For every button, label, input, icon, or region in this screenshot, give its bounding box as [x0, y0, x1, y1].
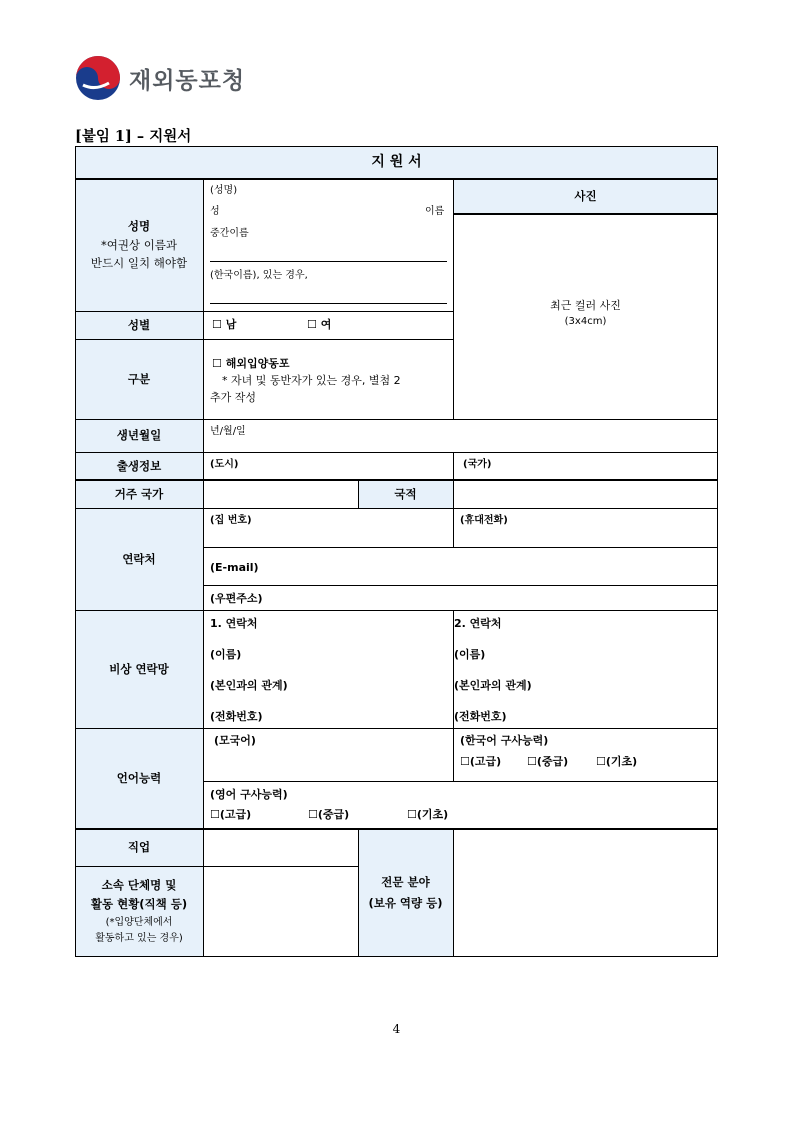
page-number: 4 — [392, 1022, 401, 1036]
rule-birthplace — [75, 479, 718, 481]
rule-residence — [75, 508, 718, 509]
organization-note-line2: 활동하고 있는 경우) — [95, 932, 183, 944]
gender-male-checkbox[interactable]: ☐ 남 — [212, 318, 237, 331]
emergency-label-cell — [75, 610, 203, 728]
birth-country-input[interactable]: (국가) — [463, 459, 492, 470]
name-note-line2: 반드시 일치 해야함 — [90, 256, 188, 271]
name-hint: (성명) — [210, 185, 238, 196]
name-label-cell — [75, 179, 203, 311]
email-input[interactable]: (E-mail) — [210, 561, 259, 574]
rule-emergency — [75, 728, 718, 729]
application-form — [75, 146, 718, 957]
mobile-phone-input[interactable]: (휴대전화) — [460, 515, 508, 526]
form-title-text: 지 원 서 — [371, 154, 422, 171]
rule-email — [203, 585, 718, 586]
rule-contact — [75, 610, 718, 611]
col-photo-divider — [453, 179, 454, 419]
category-label: 구분 — [127, 371, 151, 386]
korean-name-hint: (한국이름), 있는 경우, — [210, 270, 308, 281]
photo-header: 사진 — [574, 188, 597, 203]
attachment-title: [붙임 1] – 지원서 — [75, 128, 192, 145]
category-note-line1: * 자녀 및 동반자가 있는 경우, 별첨 2 — [222, 374, 401, 387]
col-label-divider — [203, 179, 204, 957]
form-title — [75, 146, 718, 179]
nationality-label: 국적 — [394, 486, 417, 501]
english-advanced-checkbox[interactable]: ☐(고급) — [210, 808, 252, 821]
birth-city-input[interactable]: (도시) — [210, 459, 239, 470]
organization-note-line1: (*입양단체에서 — [105, 916, 173, 928]
col-expertise-divider — [453, 828, 454, 957]
emergency2-phone[interactable]: (전화번호) — [454, 710, 507, 723]
birthplace-label-cell — [75, 452, 203, 480]
contact-label-cell — [75, 508, 203, 610]
occupation-label-cell — [75, 828, 203, 866]
rule-phone — [203, 547, 718, 548]
home-phone-input[interactable]: (집 번호) — [210, 515, 252, 526]
nationality-label-cell — [358, 480, 453, 508]
photo-size: (3x4cm) — [564, 316, 607, 327]
rule-photo-header — [453, 213, 718, 215]
emergency2-title: 2. 연락처 — [454, 617, 502, 630]
given-name-label: 이름 — [425, 206, 445, 217]
organization-label-line2: 활동 현황(직책 등) — [90, 897, 188, 911]
border-left — [75, 146, 76, 957]
english-ability-label: (영어 구사능력) — [210, 788, 288, 801]
taegeuk-emblem-icon — [75, 55, 121, 101]
photo-caption: 최근 컬러 사진 — [550, 299, 621, 312]
gender-label-cell — [75, 311, 203, 339]
korean-intermediate-checkbox[interactable]: ☐(중급) — [527, 755, 569, 768]
postal-address-input[interactable]: (우편주소) — [210, 592, 263, 605]
rule-title — [75, 178, 718, 180]
name-note-line1: *여권상 이름과 — [100, 237, 178, 252]
residence-label: 거주 국가 — [114, 486, 164, 501]
rule-name — [75, 311, 453, 312]
adoptee-checkbox[interactable]: ☐ 해외입양동포 — [212, 357, 290, 370]
birthdate-label: 생년월일 — [116, 428, 162, 443]
col-nationality-divider — [453, 480, 454, 508]
col-emergency-divider — [453, 610, 454, 728]
birthdate-input[interactable]: 년/월/일 — [210, 426, 246, 437]
brand-logo — [75, 55, 245, 101]
occupation-label: 직업 — [127, 839, 151, 854]
middle-name-label: 중간이름 — [210, 228, 249, 239]
native-language-input[interactable]: (모국어) — [214, 734, 256, 747]
rule-native-language — [203, 781, 718, 782]
expertise-label-line1: 전문 분야 — [381, 874, 430, 889]
organization-label-line1: 소속 단체명 및 — [101, 878, 177, 893]
korean-name-underline — [210, 303, 447, 304]
language-label: 언어능력 — [116, 770, 162, 785]
col-language-divider — [453, 728, 454, 782]
emergency1-name[interactable]: (이름) — [210, 648, 242, 661]
emergency2-relation[interactable]: (본인과의 관계) — [454, 679, 532, 692]
category-note-line2: 추가 작성 — [210, 391, 257, 404]
expertise-label-cell — [358, 828, 453, 957]
border-bottom — [75, 956, 718, 957]
surname-label: 성 — [210, 206, 220, 217]
korean-basic-checkbox[interactable]: ☐(기초) — [596, 755, 638, 768]
birthdate-label-cell — [75, 419, 203, 452]
category-label-cell — [75, 339, 203, 419]
col-birthplace-divider — [453, 452, 454, 480]
emergency-label: 비상 연락망 — [109, 661, 169, 676]
gender-female-checkbox[interactable]: ☐ 여 — [307, 318, 332, 331]
emergency2-name[interactable]: (이름) — [454, 648, 486, 661]
residence-label-cell — [75, 480, 203, 508]
rule-occupation — [75, 866, 358, 867]
photo-header-cell — [453, 179, 718, 213]
emergency1-relation[interactable]: (본인과의 관계) — [210, 679, 288, 692]
english-intermediate-checkbox[interactable]: ☐(중급) — [308, 808, 350, 821]
rule-gender — [75, 339, 453, 340]
korean-ability-label: (한국어 구사능력) — [460, 734, 549, 747]
name-label: 성명 — [127, 218, 151, 233]
brand-name: 재외동포청 — [129, 67, 246, 94]
rule-language — [75, 828, 718, 830]
organization-label-cell — [75, 866, 203, 957]
col-residence-divider — [358, 480, 359, 508]
expertise-label-line2: (보유 역량 등) — [368, 895, 443, 910]
col-occupation-divider — [358, 828, 359, 957]
col-phone-divider — [453, 508, 454, 548]
rule-birthdate — [75, 452, 718, 453]
language-label-cell — [75, 728, 203, 828]
emergency1-title: 1. 연락처 — [210, 617, 258, 630]
emergency1-phone[interactable]: (전화번호) — [210, 710, 263, 723]
rule-category — [75, 419, 718, 420]
contact-label: 연락처 — [122, 551, 156, 566]
middle-name-underline — [210, 261, 447, 262]
korean-advanced-checkbox[interactable]: ☐(고급) — [460, 755, 502, 768]
english-basic-checkbox[interactable]: ☐(기초) — [407, 808, 449, 821]
border-top — [75, 146, 718, 147]
border-right — [717, 146, 718, 957]
birthplace-label: 출생정보 — [116, 458, 162, 473]
gender-label: 성별 — [127, 317, 151, 332]
